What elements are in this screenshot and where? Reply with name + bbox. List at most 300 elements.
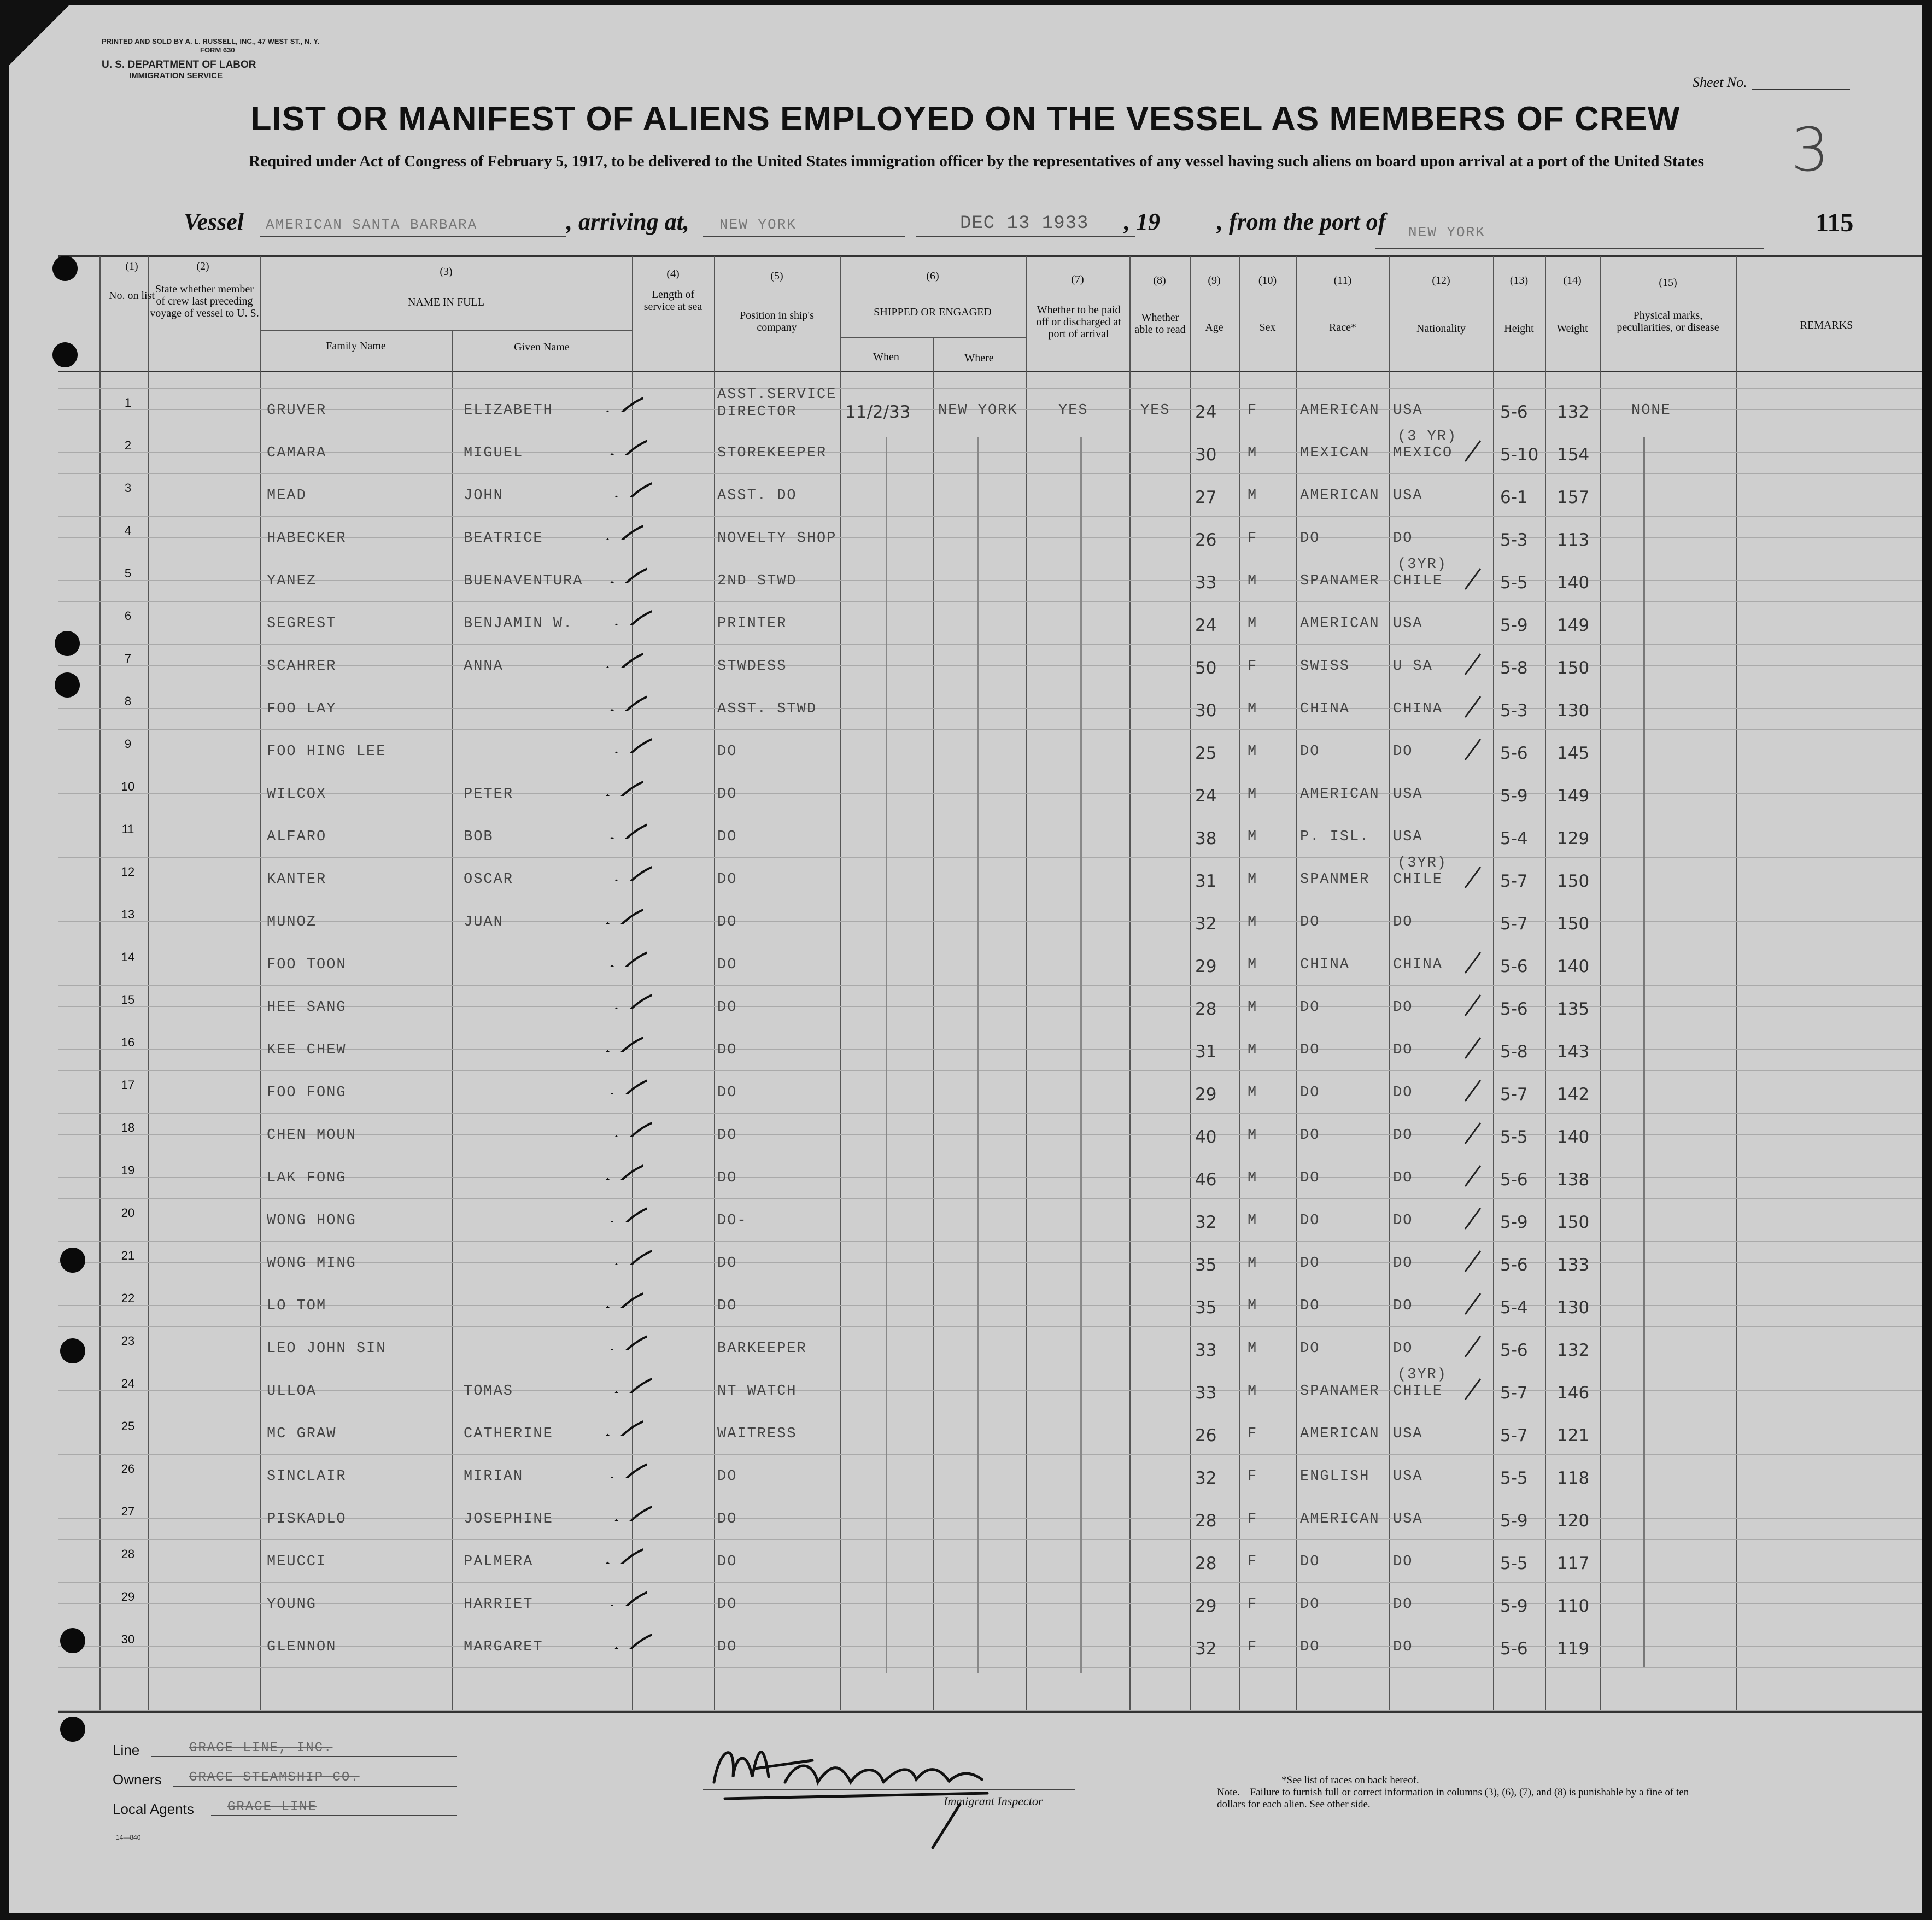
row-nationality-note: (3YR) (1397, 1367, 1448, 1383)
ruled-line (58, 985, 1922, 986)
row-no: 1 (124, 396, 132, 409)
row-height: 5-5 (1500, 1468, 1528, 1488)
column-rule (933, 337, 934, 1711)
row-position: 2ND STWD (717, 573, 797, 589)
page-number: 115 (1816, 208, 1854, 237)
ruled-line (58, 1667, 1922, 1668)
row-position: DO (717, 999, 737, 1016)
row-family: LAK FONG (267, 1170, 347, 1186)
owners-value: GRACE STEAMSHIP CO. (189, 1770, 360, 1785)
owners-label: Owners (113, 1771, 162, 1788)
row-family: CHEN MOUN (267, 1127, 356, 1144)
row-read: YES (1140, 402, 1170, 419)
row-race: SPANMER (1300, 871, 1370, 888)
row-weight: 129 (1557, 829, 1590, 848)
service: IMMIGRATION SERVICE (129, 71, 223, 80)
row-position: DO (717, 1085, 737, 1101)
row-height: 5-7 (1500, 914, 1528, 934)
row-age: 29 (1195, 1085, 1217, 1104)
row-height: 5-5 (1500, 1127, 1528, 1147)
row-position: DO (717, 829, 737, 845)
row-no: 16 (121, 1035, 135, 1049)
row-height: 5-7 (1500, 1383, 1528, 1403)
col3-given-header: Given Name (514, 341, 570, 353)
service-check-icon (609, 1328, 647, 1350)
row-position: ASST.SERVICE DIRECTOR (717, 387, 837, 420)
row-race: DO (1300, 999, 1320, 1016)
row-age: 27 (1195, 488, 1217, 507)
service-check-icon (605, 646, 643, 668)
row-position: NOVELTY SHOP (717, 530, 837, 547)
col7-header: Whether to be paid off or discharged at port of arrival (1036, 304, 1121, 340)
manifest-sheet (9, 5, 1922, 1913)
row-race: DO (1300, 1639, 1320, 1655)
row-height: 5-8 (1500, 658, 1528, 678)
col13-number: (13) (1509, 274, 1529, 286)
row-weight: 133 (1557, 1255, 1590, 1275)
row-age: 50 (1195, 658, 1217, 678)
row-family: LO TOM (267, 1298, 327, 1314)
row-race: CHINA (1300, 701, 1350, 717)
column-rule (714, 256, 715, 1711)
service-check-icon (609, 433, 647, 455)
row-race: DO (1300, 1596, 1320, 1613)
column-rule (148, 256, 149, 1711)
printer-imprint (102, 37, 319, 55)
row-position: DO (717, 1127, 737, 1144)
nationality-check-icon (1462, 565, 1484, 593)
row-family: CAMARA (267, 445, 327, 461)
row-age: 30 (1195, 701, 1217, 721)
row-weight: 150 (1557, 1213, 1590, 1232)
row-position: DO (717, 1639, 737, 1655)
nationality-check-icon (1462, 1120, 1484, 1147)
row-no: 21 (121, 1249, 135, 1262)
row-weight: 118 (1557, 1468, 1590, 1488)
row-height: 5-6 (1500, 1255, 1528, 1275)
ruled-line (58, 473, 1922, 474)
row-race: AMERICAN (1300, 1426, 1380, 1442)
col2-header: State whether member of crew last preceding voyage of vessel to U. S. (150, 283, 259, 319)
row-sex: M (1248, 1127, 1258, 1144)
nationality-check-icon (1462, 693, 1484, 721)
col15-number: (15) (1659, 277, 1677, 289)
service-check-icon (609, 1073, 647, 1094)
row-race: SPANAMER (1300, 1383, 1380, 1400)
row-nationality: USA (1393, 829, 1423, 845)
row-race: DO (1300, 1255, 1320, 1272)
col4-number: (4) (666, 268, 680, 280)
row-sex: M (1248, 1170, 1258, 1186)
row-age: 29 (1195, 1596, 1217, 1616)
row-sex: F (1248, 1639, 1258, 1655)
col4-header: Length of service at sea (643, 289, 702, 313)
row-weight: 149 (1557, 616, 1590, 635)
row-nationality: DO (1393, 1341, 1413, 1357)
row-weight: 157 (1557, 488, 1590, 507)
remarks-header: REMARKS (1800, 319, 1853, 331)
row-weight: 113 (1557, 530, 1590, 550)
line-label: Line (113, 1742, 140, 1758)
ditto-line-when (886, 437, 887, 1673)
row-nationality: DO (1393, 1255, 1413, 1272)
row-nationality: DO (1393, 999, 1413, 1016)
nationality-check-icon (1462, 1162, 1484, 1190)
row-given: JOSEPHINE (464, 1511, 553, 1527)
row-height: 5-8 (1500, 1042, 1528, 1062)
row-weight: 140 (1557, 957, 1590, 976)
row-age: 30 (1195, 445, 1217, 465)
row-race: DO (1300, 744, 1320, 760)
row-no: 20 (121, 1206, 135, 1220)
row-race: DO (1300, 1298, 1320, 1314)
row-height: 5-3 (1500, 530, 1528, 550)
row-age: 24 (1195, 786, 1217, 806)
row-no: 10 (121, 780, 135, 793)
row-height: 5-5 (1500, 1554, 1528, 1573)
row-sex: F (1248, 1426, 1258, 1442)
inspector-label: Immigrant Inspector (944, 1794, 1043, 1808)
row-position: STOREKEEPER (717, 445, 827, 461)
ruled-line (58, 1241, 1922, 1242)
col14-header: Weight (1556, 323, 1588, 335)
col11-header: Race* (1329, 321, 1356, 333)
punch-hole (55, 631, 80, 656)
row-no: 12 (121, 865, 135, 879)
row-family: LEO JOHN SIN (267, 1341, 387, 1357)
col6-when-header: When (873, 351, 899, 363)
ruled-line (58, 665, 1922, 666)
form-number: FORM 630 (200, 46, 235, 54)
col5-number: (5) (770, 270, 783, 282)
row-height: 5-6 (1500, 1170, 1528, 1190)
nationality-check-icon (1462, 437, 1484, 465)
row-no: 26 (121, 1462, 135, 1476)
row-height: 5-10 (1500, 445, 1539, 465)
row-weight: 145 (1557, 744, 1590, 763)
row-family: YOUNG (267, 1596, 317, 1613)
row-race: DO (1300, 1341, 1320, 1357)
row-height: 5-6 (1500, 957, 1528, 976)
service-check-icon (605, 1158, 643, 1180)
row-position: DO (717, 957, 737, 973)
from-port-line (1375, 248, 1764, 249)
row-nationality: USA (1393, 616, 1423, 632)
row-no: 27 (121, 1505, 135, 1518)
ruled-line (58, 644, 1922, 645)
column-rule (99, 256, 101, 1711)
row-family: MUNOZ (267, 914, 317, 930)
service-check-icon (605, 1414, 643, 1436)
row-given: MIRIAN (464, 1468, 524, 1485)
row-family: FOO LAY (267, 701, 337, 717)
row-position: DO (717, 1170, 737, 1186)
row-age: 32 (1195, 1468, 1217, 1488)
column-rule (1129, 256, 1131, 1711)
row-height: 5-4 (1500, 1298, 1528, 1318)
row-race: DO (1300, 1127, 1320, 1144)
row-family: MEAD (267, 488, 307, 504)
service-check-icon (605, 902, 643, 924)
row-nationality: DO (1393, 1170, 1413, 1186)
row-weight: 146 (1557, 1383, 1590, 1403)
row-sex: M (1248, 1383, 1258, 1400)
row-no: 11 (121, 822, 134, 836)
column-rule (1493, 256, 1494, 1711)
row-race: DO (1300, 1554, 1320, 1570)
row-sex: M (1248, 829, 1258, 845)
row-given: CATHERINE (464, 1426, 553, 1442)
nationality-check-icon (1462, 1034, 1484, 1062)
row-nationality: DO (1393, 1596, 1413, 1613)
race-note: *See list of races on back hereof. (1281, 1775, 1419, 1786)
row-position: ASST. DO (717, 488, 797, 504)
row-age: 35 (1195, 1298, 1217, 1318)
torn-corner (9, 5, 69, 66)
row-family: YANEZ (267, 573, 317, 589)
row-given: BEATRICE (464, 530, 543, 547)
row-height: 6-1 (1500, 488, 1528, 507)
row-nationality: DO (1393, 744, 1413, 760)
service-check-icon (613, 859, 652, 881)
col15-header: Physical marks, peculiarities, or disease (1617, 309, 1719, 333)
row-age: 28 (1195, 1511, 1217, 1531)
row-sex: M (1248, 1085, 1258, 1101)
row-weight: 150 (1557, 658, 1590, 678)
row-age: 33 (1195, 1383, 1217, 1403)
row-sex: M (1248, 957, 1258, 973)
row-no: 19 (121, 1163, 135, 1177)
row-given: HARRIET (464, 1596, 534, 1613)
service-check-icon (609, 1456, 647, 1478)
row-sex: M (1248, 616, 1258, 632)
row-family: WONG MING (267, 1255, 356, 1272)
row-nationality: DO (1393, 1298, 1413, 1314)
row-no: 24 (121, 1377, 135, 1390)
nationality-check-icon (1462, 864, 1484, 891)
ruled-line (58, 580, 1922, 581)
column-rule (1600, 256, 1601, 1711)
punch-hole (52, 256, 78, 281)
row-family: KANTER (267, 871, 327, 888)
nationality-check-icon (1462, 1375, 1484, 1403)
row-no: 22 (121, 1291, 135, 1305)
col6-number: (6) (926, 270, 939, 282)
row-age: 31 (1195, 871, 1217, 891)
column-rule (1190, 256, 1191, 1711)
row-height: 5-3 (1500, 701, 1528, 721)
header-bottom-rule (58, 371, 1922, 372)
row-given: ELIZABETH (464, 402, 553, 419)
row-race: MEXICAN (1300, 445, 1370, 461)
column-rule (1296, 256, 1297, 1711)
row-given: BUENAVENTURA (464, 573, 583, 589)
row-no: 13 (121, 908, 135, 921)
row-family: FOO FONG (267, 1085, 347, 1101)
row-nationality: DO (1393, 1085, 1413, 1101)
from-port-label: , from the port of (1217, 208, 1386, 235)
row-weight: 120 (1557, 1511, 1590, 1531)
col8-number: (8) (1153, 274, 1166, 286)
row-age: 40 (1195, 1127, 1217, 1147)
row-race: DO (1300, 1213, 1320, 1229)
row-sex: F (1248, 1468, 1258, 1485)
service-check-icon (613, 1115, 652, 1137)
col6-header: SHIPPED OR ENGAGED (874, 306, 992, 318)
row-sex: F (1248, 530, 1258, 547)
row-weight: 154 (1557, 445, 1590, 465)
row-nationality: CHINA (1393, 957, 1443, 973)
col11-number: (11) (1333, 274, 1352, 286)
row-nationality: CHILE (1393, 1383, 1443, 1400)
row-weight: 132 (1557, 1341, 1590, 1360)
row-height: 5-9 (1500, 1596, 1528, 1616)
punch-hole (55, 672, 80, 698)
row-nationality: DO (1393, 1042, 1413, 1058)
row-position: PRINTER (717, 616, 787, 632)
row-position: BARKEEPER (717, 1341, 807, 1357)
row-height: 5-4 (1500, 829, 1528, 848)
row-position: DO (717, 1042, 737, 1058)
row-nationality: U SA (1393, 658, 1433, 675)
row-nationality: USA (1393, 1426, 1423, 1442)
row-position: DO (717, 871, 737, 888)
row-weight: 130 (1557, 701, 1590, 721)
nationality-check-icon (1462, 1077, 1484, 1104)
col1-header: No. on list (109, 290, 155, 302)
row-age: 29 (1195, 957, 1217, 976)
page-subtitle: Required under Act of Congress of February 5, 1917, to be delivered to the United States immigration officer by the representatives of any vessel having such aliens on board upon arrival at a port of the United States (249, 153, 1704, 170)
inspector-signature (703, 1717, 1009, 1853)
row-nationality: DO (1393, 530, 1413, 547)
ruled-line (58, 857, 1922, 858)
service-check-icon (609, 689, 647, 711)
row-age: 32 (1195, 1213, 1217, 1232)
row-race: DO (1300, 530, 1320, 547)
punch-hole (60, 1717, 85, 1742)
row-paid: YES (1058, 402, 1088, 419)
arriving-label: , arriving at, (566, 208, 689, 235)
service-check-icon (605, 1030, 643, 1052)
col3-header: NAME IN FULL (408, 296, 484, 308)
row-sex: M (1248, 445, 1258, 461)
row-age: 33 (1195, 573, 1217, 593)
nationality-check-icon (1462, 651, 1484, 678)
owners-underline (173, 1786, 457, 1787)
row-nationality: DO (1393, 1127, 1413, 1144)
row-nationality: DO (1393, 1213, 1413, 1229)
row-age: 32 (1195, 1639, 1217, 1659)
row-given: PALMERA (464, 1554, 534, 1570)
column-rule (1026, 256, 1027, 1711)
row-race: SWISS (1300, 658, 1350, 675)
row-marks: NONE (1631, 402, 1671, 419)
row-height: 5-7 (1500, 871, 1528, 891)
col14-number: (14) (1563, 274, 1582, 286)
row-given: BENJAMIN W. (464, 616, 573, 632)
row-age: 46 (1195, 1170, 1217, 1190)
ruled-line (58, 921, 1922, 922)
row-race: SPANAMER (1300, 573, 1380, 589)
row-age: 38 (1195, 829, 1217, 848)
row-height: 5-6 (1500, 402, 1528, 422)
header-sub-rule (840, 337, 1026, 338)
row-age: 32 (1195, 914, 1217, 934)
row-weight: 150 (1557, 871, 1590, 891)
row-position: ASST. STWD (717, 701, 817, 717)
form-code: 14—840 (116, 1834, 141, 1841)
row-given: PETER (464, 786, 514, 803)
row-weight: 132 (1557, 402, 1590, 422)
ruled-line (58, 1390, 1922, 1391)
inspector-underline (703, 1789, 1075, 1790)
row-height: 5-7 (1500, 1426, 1528, 1445)
row-nationality-note: (3 YR) (1397, 429, 1457, 445)
row-sex: M (1248, 701, 1258, 717)
col3-number: (3) (440, 266, 453, 278)
row-family: WONG HONG (267, 1213, 356, 1229)
row-age: 24 (1195, 402, 1217, 422)
row-position: DO (717, 786, 737, 803)
row-position: WAITRESS (717, 1426, 797, 1442)
row-height: 5-7 (1500, 1085, 1528, 1104)
row-sex: F (1248, 1596, 1258, 1613)
row-race: ENGLISH (1300, 1468, 1370, 1485)
service-check-icon (605, 774, 643, 796)
col9-header: Age (1205, 321, 1223, 333)
row-sex: M (1248, 1341, 1258, 1357)
ruled-line (58, 601, 1922, 602)
col12-header: Nationality (1416, 323, 1466, 335)
arriving-line (703, 236, 905, 237)
nationality-check-icon (1462, 949, 1484, 976)
printer-line: PRINTED AND SOLD BY A. L. RUSSELL, INC., 47 WEST ST., N. Y. (102, 37, 319, 45)
service-check-icon (605, 518, 643, 540)
row-no: 2 (124, 438, 132, 452)
row-family: FOO HING LEE (267, 744, 387, 760)
row-sex: M (1248, 871, 1258, 888)
row-family: SINCLAIR (267, 1468, 347, 1485)
row-sex: F (1248, 402, 1258, 419)
vessel-name-line (260, 236, 566, 237)
row-family: MEUCCI (267, 1554, 327, 1570)
row-nationality: DO (1393, 1554, 1413, 1570)
row-race: DO (1300, 1170, 1320, 1186)
row-age: 26 (1195, 530, 1217, 550)
row-weight: 140 (1557, 573, 1590, 593)
service-check-icon (613, 476, 652, 497)
row-given: JUAN (464, 914, 504, 930)
agents-value: GRACE LINE (227, 1800, 318, 1814)
row-sex: M (1248, 1042, 1258, 1058)
row-age: 26 (1195, 1426, 1217, 1445)
row-sex: M (1248, 1298, 1258, 1314)
row-age: 31 (1195, 1042, 1217, 1062)
ruled-line (58, 708, 1922, 709)
column-rule (260, 256, 261, 1711)
punch-hole (52, 342, 78, 367)
row-sex: M (1248, 1213, 1258, 1229)
row-given: JOHN (464, 488, 504, 504)
ruled-line (58, 1646, 1922, 1647)
row-race: AMERICAN (1300, 402, 1380, 419)
ditto-line-where (977, 437, 979, 1673)
column-rule (1239, 256, 1240, 1711)
row-nationality-note: (3YR) (1397, 557, 1448, 573)
row-sex: M (1248, 1255, 1258, 1272)
row-nationality: MEXICO (1393, 445, 1453, 461)
row-no: 18 (121, 1121, 135, 1134)
